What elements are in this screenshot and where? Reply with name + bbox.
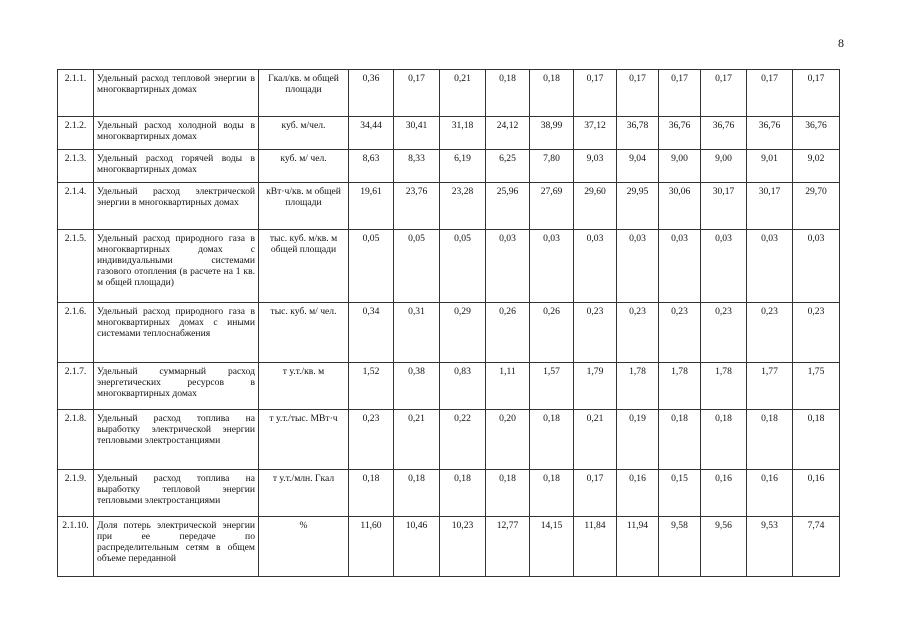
value-cell: 0,16: [701, 470, 747, 517]
indicator-name: Удельный расход топлива на выработку тепловой энергии тепловыми электростанциями: [94, 470, 259, 517]
value-cell: 30,06: [659, 183, 701, 230]
value-cell: 0,16: [617, 470, 659, 517]
value-cell: 11,60: [349, 517, 394, 577]
value-cell: 0,17: [574, 70, 617, 117]
row-code: 2.1.7.: [58, 363, 94, 410]
value-cell: 29,95: [617, 183, 659, 230]
value-cell: 0,17: [793, 70, 840, 117]
value-cell: 10,46: [394, 517, 440, 577]
value-cell: 1,78: [617, 363, 659, 410]
value-cell: 6,19: [440, 150, 486, 183]
unit-cell: т у.т./кв. м: [259, 363, 349, 410]
value-cell: 0,18: [793, 410, 840, 470]
value-cell: 0,18: [486, 470, 530, 517]
value-cell: 36,76: [701, 117, 747, 150]
unit-cell: тыс. куб. м/кв. м общей площади: [259, 230, 349, 303]
value-cell: 9,02: [793, 150, 840, 183]
table-row: [58, 117, 840, 150]
value-cell: 0,18: [701, 410, 747, 470]
value-cell: 0,17: [574, 470, 617, 517]
value-cell: 0,31: [394, 303, 440, 363]
value-cell: 7,80: [530, 150, 574, 183]
value-cell: 1,78: [701, 363, 747, 410]
value-cell: 9,00: [701, 150, 747, 183]
unit-cell: тыс. куб. м/ чел.: [259, 303, 349, 363]
value-cell: 0,19: [617, 410, 659, 470]
page-number: 8: [838, 36, 844, 50]
value-cell: 37,12: [574, 117, 617, 150]
value-cell: 0,03: [659, 230, 701, 303]
value-cell: 1,57: [530, 363, 574, 410]
value-cell: 6,25: [486, 150, 530, 183]
value-cell: 0,03: [617, 230, 659, 303]
value-cell: 0,18: [659, 410, 701, 470]
value-cell: 31,18: [440, 117, 486, 150]
value-cell: 0,23: [349, 410, 394, 470]
value-cell: 0,15: [659, 470, 701, 517]
value-cell: 0,03: [747, 230, 793, 303]
value-cell: 7,74: [793, 517, 840, 577]
table-row: [58, 70, 840, 117]
value-cell: 0,21: [574, 410, 617, 470]
unit-cell: т у.т./млн. Гкал: [259, 470, 349, 517]
row-code: 2.1.6.: [58, 303, 94, 363]
value-cell: 8,63: [349, 150, 394, 183]
row-code: 2.1.4.: [58, 183, 94, 230]
value-cell: 38,99: [530, 117, 574, 150]
value-cell: 0,83: [440, 363, 486, 410]
indicator-name: Удельный расход электрической энергии в многоквартирных домах: [94, 183, 259, 230]
unit-cell: куб. м/чел.: [259, 117, 349, 150]
value-cell: 36,78: [617, 117, 659, 150]
value-cell: 29,60: [574, 183, 617, 230]
value-cell: 9,04: [617, 150, 659, 183]
value-cell: 0,26: [530, 303, 574, 363]
value-cell: 0,18: [530, 410, 574, 470]
value-cell: 1,52: [349, 363, 394, 410]
table-row: [58, 410, 840, 470]
row-code: 2.1.9.: [58, 470, 94, 517]
value-cell: 0,18: [440, 470, 486, 517]
indicators-table: [57, 69, 840, 577]
value-cell: 0,05: [394, 230, 440, 303]
value-cell: 0,18: [747, 410, 793, 470]
value-cell: 9,56: [701, 517, 747, 577]
value-cell: 0,20: [486, 410, 530, 470]
value-cell: 0,17: [617, 70, 659, 117]
indicator-name: Доля потерь электрической энергии при ее передаче по распределительным сетям в общем объеме переданной: [94, 517, 259, 577]
value-cell: 27,69: [530, 183, 574, 230]
value-cell: 0,18: [530, 470, 574, 517]
value-cell: 0,16: [793, 470, 840, 517]
value-cell: 0,17: [747, 70, 793, 117]
value-cell: 0,17: [659, 70, 701, 117]
row-code: 2.1.3.: [58, 150, 94, 183]
value-cell: 36,76: [793, 117, 840, 150]
table-row: [58, 150, 840, 183]
value-cell: 0,34: [349, 303, 394, 363]
indicator-name: Удельный расход природного газа в многоквартирных домах с иными системами теплоснабжения: [94, 303, 259, 363]
value-cell: 19,61: [349, 183, 394, 230]
value-cell: 24,12: [486, 117, 530, 150]
row-code: 2.1.8.: [58, 410, 94, 470]
indicator-name: Удельный расход горячей воды в многоквартирных домах: [94, 150, 259, 183]
value-cell: 10,23: [440, 517, 486, 577]
indicator-name: Удельный расход топлива на выработку электрической энергии тепловыми электростанциями: [94, 410, 259, 470]
value-cell: 34,44: [349, 117, 394, 150]
value-cell: 0,17: [701, 70, 747, 117]
row-code: 2.1.10.: [58, 517, 94, 577]
value-cell: 0,18: [394, 470, 440, 517]
value-cell: 0,03: [574, 230, 617, 303]
value-cell: 0,03: [486, 230, 530, 303]
row-code: 2.1.5.: [58, 230, 94, 303]
value-cell: 0,05: [349, 230, 394, 303]
value-cell: 0,21: [440, 70, 486, 117]
value-cell: 0,23: [574, 303, 617, 363]
value-cell: 9,00: [659, 150, 701, 183]
value-cell: 0,38: [394, 363, 440, 410]
value-cell: 1,11: [486, 363, 530, 410]
value-cell: 0,18: [530, 70, 574, 117]
value-cell: 0,23: [701, 303, 747, 363]
value-cell: 9,58: [659, 517, 701, 577]
value-cell: 29,70: [793, 183, 840, 230]
value-cell: 1,77: [747, 363, 793, 410]
unit-cell: куб. м/ чел.: [259, 150, 349, 183]
value-cell: 0,16: [747, 470, 793, 517]
value-cell: 1,75: [793, 363, 840, 410]
value-cell: 11,84: [574, 517, 617, 577]
value-cell: 0,03: [701, 230, 747, 303]
value-cell: 11,94: [617, 517, 659, 577]
table-row: [58, 470, 840, 517]
row-code: 2.1.1.: [58, 70, 94, 117]
value-cell: 0,22: [440, 410, 486, 470]
table-row: [58, 183, 840, 230]
value-cell: 14,15: [530, 517, 574, 577]
value-cell: 25,96: [486, 183, 530, 230]
value-cell: 0,23: [793, 303, 840, 363]
value-cell: 8,33: [394, 150, 440, 183]
row-code: 2.1.2.: [58, 117, 94, 150]
indicator-name: Удельный расход природного газа в многоквартирных домах с индивидуальными системами газового отопления (в расчете на 1 кв. м общей площади): [94, 230, 259, 303]
value-cell: 23,28: [440, 183, 486, 230]
indicator-name: Удельный суммарный расход энергетических ресурсов в многоквартирных домах: [94, 363, 259, 410]
value-cell: 36,76: [659, 117, 701, 150]
value-cell: 0,18: [349, 470, 394, 517]
value-cell: 1,79: [574, 363, 617, 410]
value-cell: 0,21: [394, 410, 440, 470]
table-row: [58, 230, 840, 303]
value-cell: 0,18: [486, 70, 530, 117]
value-cell: 0,23: [617, 303, 659, 363]
value-cell: 0,26: [486, 303, 530, 363]
value-cell: 0,29: [440, 303, 486, 363]
indicator-name: Удельный расход холодной воды в многоквартирных домах: [94, 117, 259, 150]
unit-cell: Гкал/кв. м общей площади: [259, 70, 349, 117]
value-cell: 1,78: [659, 363, 701, 410]
unit-cell: %: [259, 517, 349, 577]
unit-cell: т у.т./тыс. МВт·ч: [259, 410, 349, 470]
value-cell: 0,36: [349, 70, 394, 117]
value-cell: 36,76: [747, 117, 793, 150]
unit-cell: кВт·ч/кв. м общей площади: [259, 183, 349, 230]
value-cell: 30,17: [701, 183, 747, 230]
indicator-name: Удельный расход тепловой энергии в многоквартирных домах: [94, 70, 259, 117]
value-cell: 0,03: [793, 230, 840, 303]
value-cell: 9,03: [574, 150, 617, 183]
value-cell: 12,77: [486, 517, 530, 577]
value-cell: 23,76: [394, 183, 440, 230]
value-cell: 0,03: [530, 230, 574, 303]
table-row: [58, 517, 840, 577]
table-row: [58, 303, 840, 363]
value-cell: 9,53: [747, 517, 793, 577]
value-cell: 30,41: [394, 117, 440, 150]
value-cell: 0,23: [747, 303, 793, 363]
value-cell: 0,05: [440, 230, 486, 303]
value-cell: 30,17: [747, 183, 793, 230]
value-cell: 0,23: [659, 303, 701, 363]
value-cell: 0,17: [394, 70, 440, 117]
table-row: [58, 363, 840, 410]
value-cell: 9,01: [747, 150, 793, 183]
